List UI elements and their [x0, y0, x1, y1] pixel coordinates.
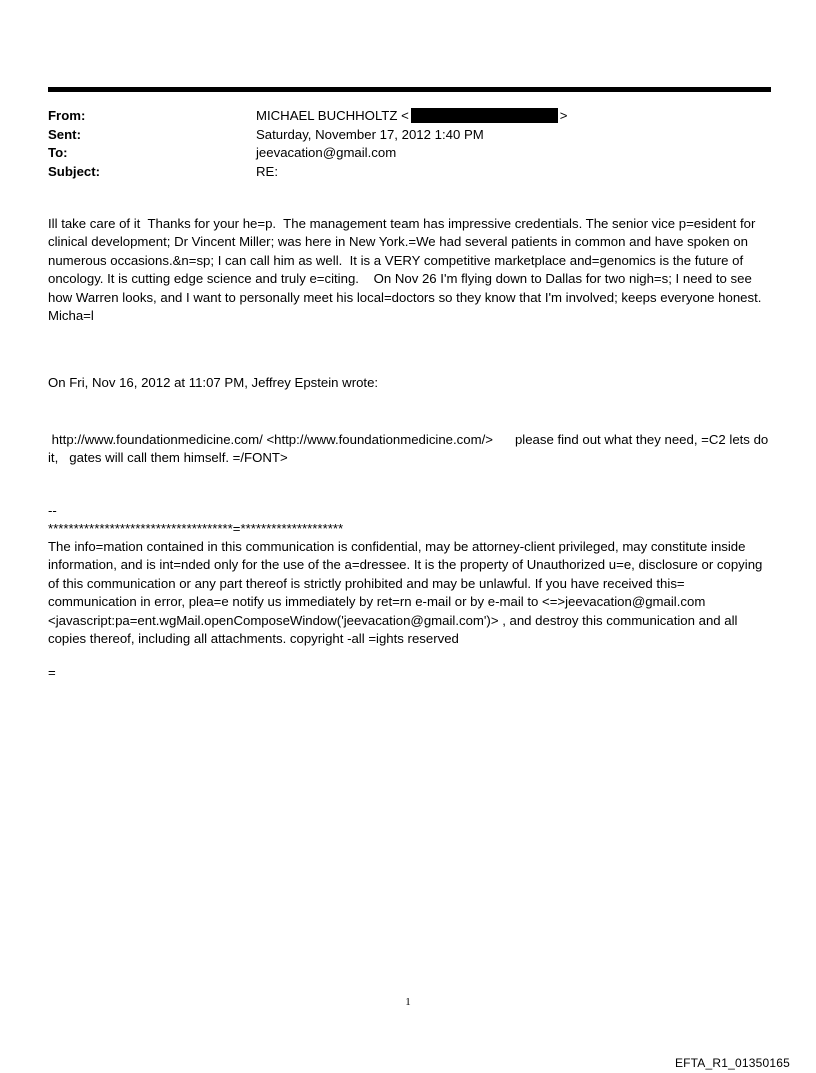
from-bracket-close: >	[559, 108, 568, 123]
document-id: EFTA_R1_01350165	[674, 1056, 790, 1070]
subject-value: RE:	[256, 163, 278, 179]
from-label: From:	[48, 108, 86, 123]
redaction-bar	[411, 108, 558, 123]
to-row	[48, 144, 771, 163]
page-number: 1	[405, 996, 411, 1008]
reply-paragraph: Ill take care of it Thanks for your he=p. The management team has impressive credentials. The senior vice p=esident for clinical development; Dr Vincent Miller; was here in New York.=We had several patients in common and have spoken on numerous occasions.&n=sp; I can call him as well. It is a VERY competitive marketplace and=genomics is the future of oncology. It is cutting edge science and truly e=citing. On Nov 26 I'm flying down to Dallas for two nigh=s; I need to see how Warren looks, and I want to personally meet his local=doctors so they know that I'm involved; keeps everyone honest. Micha=l	[48, 216, 769, 324]
from-row	[48, 107, 771, 126]
to-label: To:	[48, 145, 68, 160]
signature-dashes: --	[48, 503, 57, 518]
disclaimer: The info=mation contained in this communication is confidential, may be attorney-client privileged, may constitute inside information, and is int=nded only for the use of the a=dressee. It is the property of Unauthorized u=e, disclosure or copying of this communication or any part thereof is strictly prohibited and may be unlawful. If you have received this= communication in error, plea=e notify us immediately by ret=rn e-mail or by e-mail to <=>jeevacation@gmail.com <javascript:pa=ent.wgMail.openComposeWindow('jeevacation@gmail.com')> , and destroy this communication and all copies thereof, including all attachments. copyright -all =ights reserved	[48, 539, 767, 647]
email-header	[48, 107, 771, 181]
signature-stars: ************************************=********************	[48, 521, 344, 536]
trailing-equals: =	[48, 665, 56, 680]
to-value: jeevacation@gmail.com	[256, 145, 397, 160]
sent-label: Sent:	[48, 126, 81, 142]
subject-row	[48, 163, 771, 182]
header-divider-rule	[48, 87, 771, 92]
sent-row	[48, 126, 771, 145]
from-value	[256, 107, 567, 126]
quote-intro: On Fri, Nov 16, 2012 at 11:07 PM, Jeffrey Epstein wrote:	[48, 375, 379, 390]
from-name: MICHAEL BUCHHOLTZ <	[256, 108, 409, 123]
subject-label: Subject:	[48, 163, 101, 179]
sent-value: Saturday, November 17, 2012 1:40 PM	[256, 126, 484, 142]
quoted-message: http://www.foundationmedicine.com/ <http://www.foundationmedicine.com/> please find out what they need, =C2 lets do it, gates will call them himself. =/FONT>	[48, 432, 772, 466]
